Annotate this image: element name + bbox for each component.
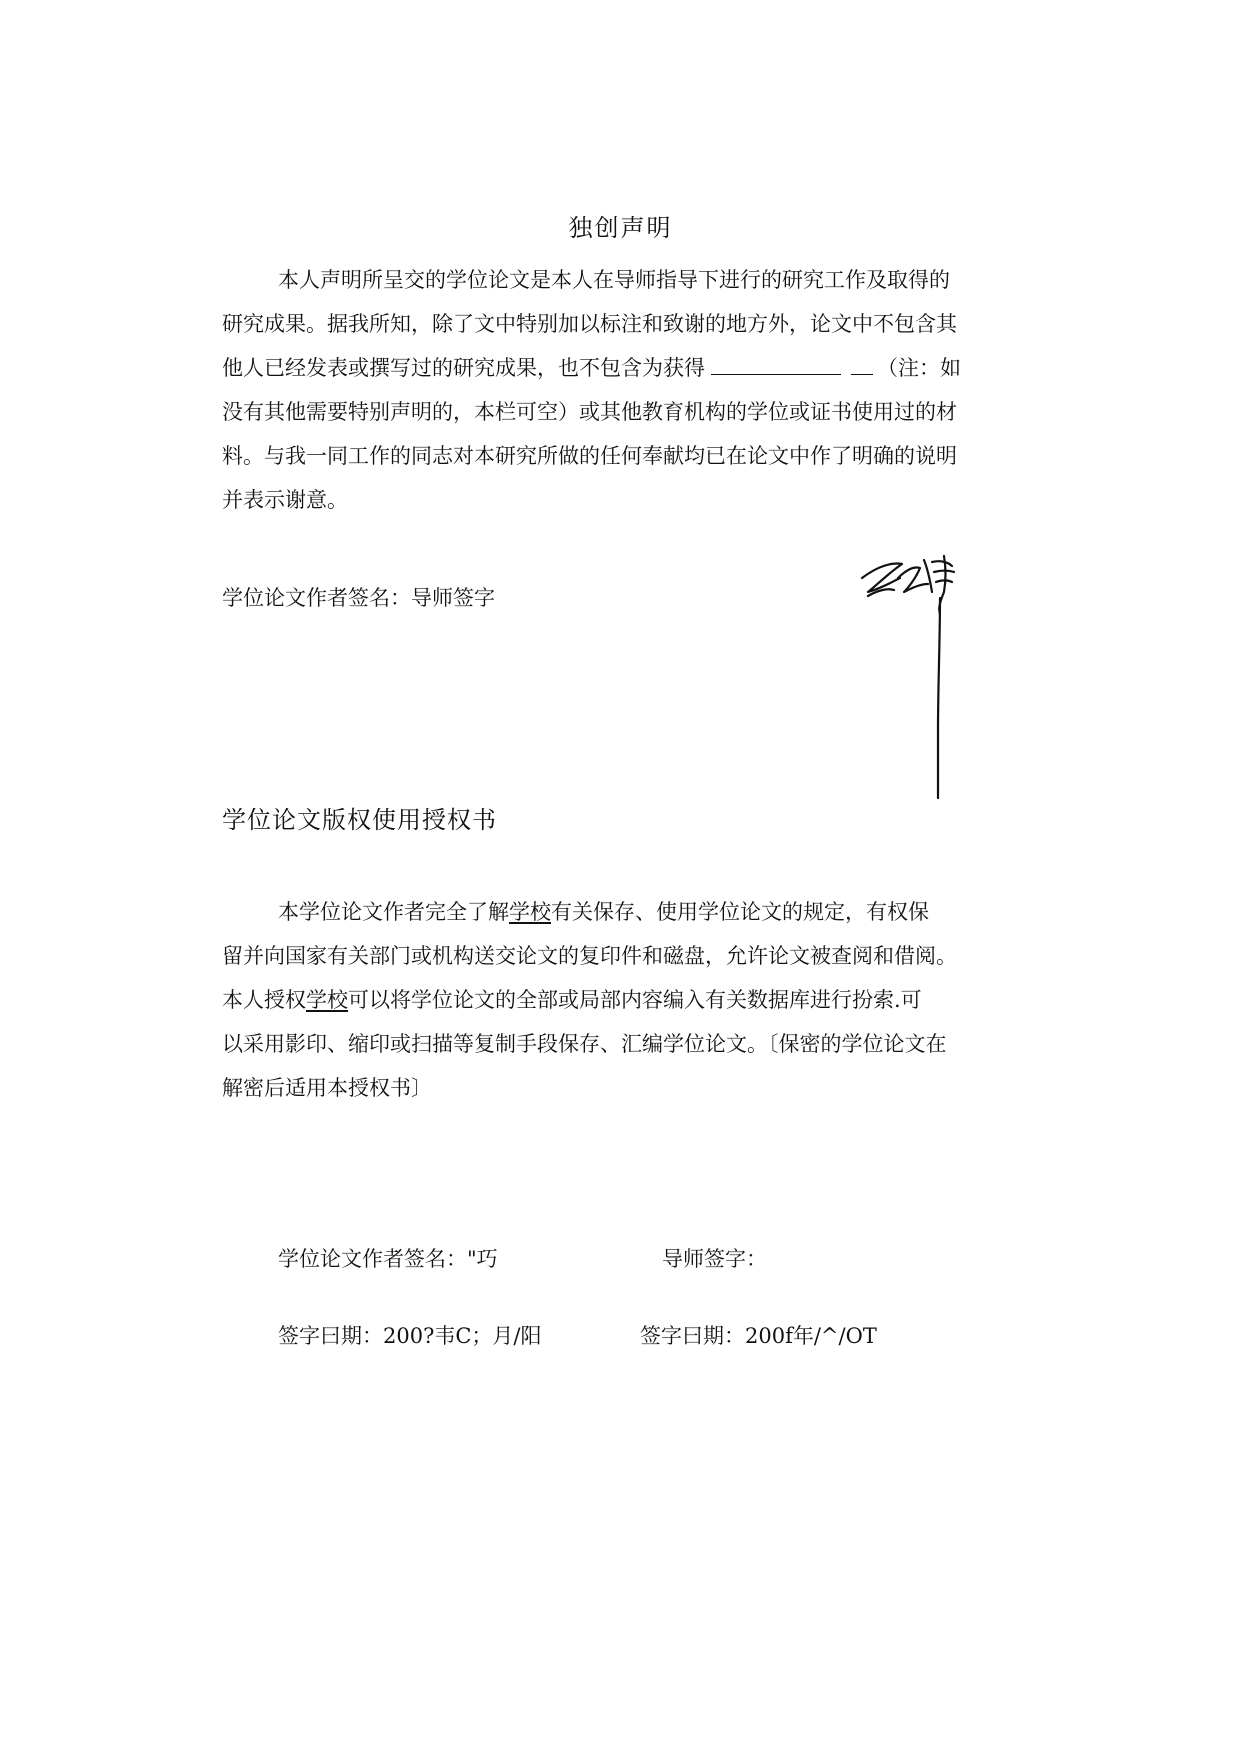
- declaration-line-4: 没有其他需要特别声明的，本栏可空）或其他教育机构的学位或证书使用过的材: [222, 400, 957, 424]
- authorization-line-3: 本人授权学校可以将学位论文的全部或局部内容编入有关数据库进行扮索.可: [222, 988, 922, 1012]
- declaration-line-6: 并表示谢意。: [222, 488, 348, 512]
- advisor-signature-date: 签字曰期：200f年/^/OT: [640, 1324, 877, 1348]
- authorization-body: [222, 890, 992, 1110]
- school-underlined: 学校: [306, 988, 348, 1012]
- declaration-title: 独创声明: [568, 214, 673, 242]
- blank-underline-short: [851, 356, 873, 375]
- authorization-title: 学位论文版权使用授权书: [222, 806, 497, 834]
- advisor-signature-label: 导师签字：: [662, 1247, 767, 1271]
- declaration-signature-line: 学位论文作者签名：导师签字: [222, 586, 495, 610]
- author-signature-date: 签字曰期：200?韦C；月/阳: [278, 1324, 542, 1348]
- handwritten-signature: [848, 548, 978, 808]
- declaration-line-1: 本人声明所呈交的学位论文是本人在导师指导下进行的研究工作及取得的: [278, 268, 950, 292]
- blank-underline: [711, 356, 841, 375]
- school-underlined: 学校: [509, 900, 551, 924]
- authorization-line-5: 解密后适用本授权书〕: [222, 1076, 432, 1100]
- author-signature-label: 学位论文作者签名："巧: [278, 1247, 498, 1271]
- authorization-line-1: 本学位论文作者完全了解学校有关保存、使用学位论文的规定，有权保: [278, 900, 929, 924]
- authorization-line-4: 以采用影印、缩印或扫描等复制手段保存、汇编学位论文。〔保密的学位论文在: [222, 1032, 947, 1056]
- authorization-line-2: 留并向国家有关部门或机构送交论文的复印件和磁盘，允许论文被查阅和借阅。: [222, 944, 957, 968]
- declaration-line-5: 料。与我一同工作的同志对本研究所做的任何奉献均已在论文中作了明确的说明: [222, 444, 957, 468]
- declaration-body: [222, 258, 992, 522]
- declaration-line-3: 他人已经发表或撰写过的研究成果，也不包含为获得 （注：如: [222, 356, 961, 380]
- declaration-line-2: 研究成果。据我所知，除了文中特别加以标注和致谢的地方外，论文中不包含其: [222, 312, 957, 336]
